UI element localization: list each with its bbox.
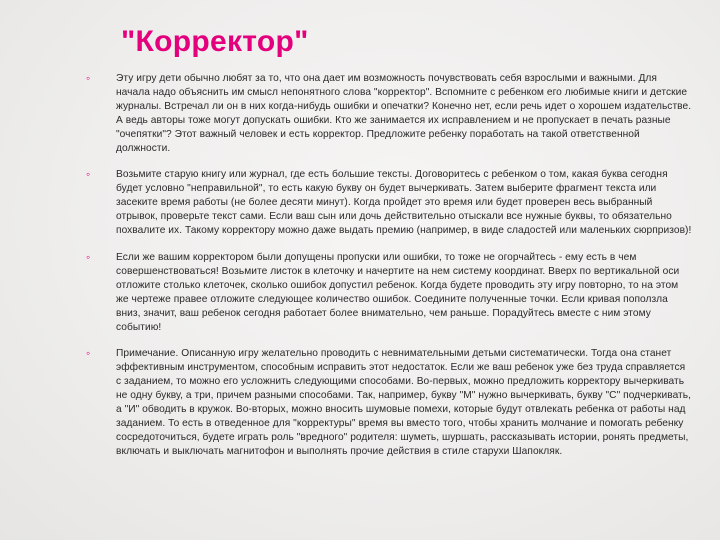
bullet-icon: ◦ bbox=[86, 71, 91, 85]
list-item bbox=[86, 347, 692, 458]
slide-title: "Корректор" bbox=[121, 25, 309, 58]
list-item bbox=[86, 72, 692, 155]
bullet-icon: ◦ bbox=[86, 346, 91, 361]
bullet-list bbox=[86, 72, 692, 472]
paragraph-text: Возьмите старую книгу или журнал, где есть большие тексты. Договоритесь с ребенком о том, какая буква сегодня будет условно "неправильной", то есть какую букву он будет вычеркивать. Затем выберите фрагмент текста или засеките время работы (не более десяти минут). Когда пройдет это время или будет проверен весь выбранный отрывок, проверьте текст сами. Если ваш сын или дочь действительно отыскали все нужные буквы, то обязательно похвалите их. Такому корректору можно даже выдать премию (например, в виде сладостей или маленьких сюрпризов)! bbox=[116, 169, 692, 237]
paragraph-text: Примечание. Описанную игру желательно проводить с невнимательными детьми систематически. Тогда она станет эффективным инструментом, способным исправить этот недостаток. Если же ваш ребенок уже без труда справляется с заданием, то можно его усложнить следующими способами. Во-первых, можно предложить корректору вычеркивать не одну букву, а три, причем разными способами. Так, например, букву "М" нужно вычеркивать, букву "С" подчеркивать, а "И" обводить в кружок. Во-вторых, можно вносить шумовые помехи, которые будут отвлекать ребенка от работы над заданием. То есть в отведенное для "корректуры" время вы вместо того, чтобы хранить молчание и помогать ребенку сосредоточиться, будете играть роль "вредного" родителя: шуметь, шуршать, рассказывать истории, ронять предметы, включать и выключать магнитофон и выполнять прочие действия в стиле старухи Шапокляк. bbox=[116, 348, 692, 457]
bullet-icon: ◦ bbox=[86, 249, 91, 264]
list-item bbox=[86, 251, 692, 334]
list-item bbox=[86, 168, 692, 238]
bullet-icon: ◦ bbox=[86, 167, 91, 182]
paragraph-text: Если же вашим корректором были допущены пропуски или ошибки, то тоже не огорчайтесь - ему есть в чем совершенствоваться! Возьмите листок в клеточку и начертите на нем систему координат. Вверх по вертикальной оси отложите столько клеточек, сколько ошибок допустил ребенок. Когда будете проводить эту игру повторно, то на этом же чертеже правее отложите следующее количество ошибок. Соедините полученные точки. Если кривая поползла вниз, значит, ваш ребенок сегодня работает более внимательно, чем раньше. Порадуйтесь вместе с ним этому событию! bbox=[116, 251, 680, 333]
paragraph-text: Эту игру дети обычно любят за то, что она дает им возможность почувствовать себя взрослыми и важными. Для начала надо объяснить им смысл непонятного слова "корректор". Вспомните с ребенком его любимые книги и детские журналы. Встречал ли он в них когда-нибудь ошибки и опечатки? Конечно нет, если речь идет о хорошем издательстве. А ведь авторы тоже могут допускать ошибки. Кто же занимается их исправлением и не пропускает в печать разные "очепятки"? Этот важный человек и есть корректор. Предложите ребенку поработать на такой ответственной должности. bbox=[116, 73, 692, 154]
